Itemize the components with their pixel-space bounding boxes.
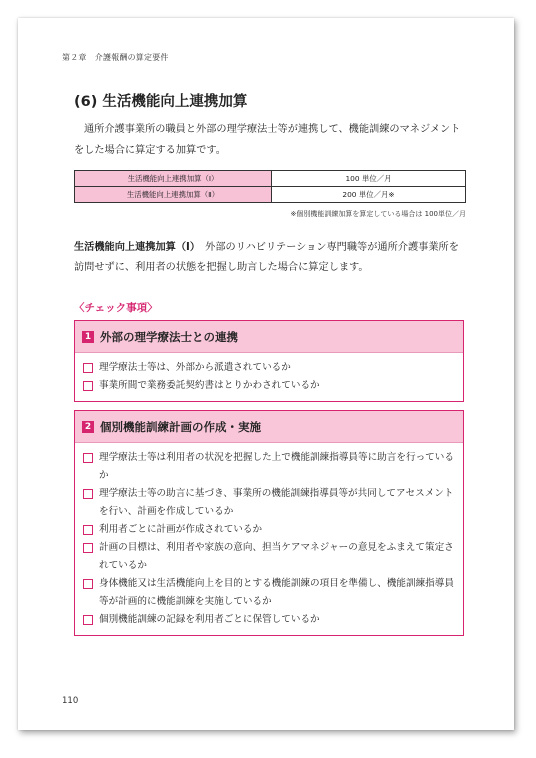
check-section-2	[74, 410, 464, 636]
checklist	[75, 443, 463, 635]
checklist-item	[83, 539, 455, 575]
rate-row	[75, 171, 466, 187]
checklist-item-text: 理学療法士等は利用者の状況を把握した上で機能訓練指導員等に助言を行っているか	[99, 452, 454, 481]
check-section-title: 外部の理学療法士との連携	[100, 329, 238, 344]
checklist-item-text: 事業所間で業務委託契約書はとりかわされているか	[99, 380, 320, 391]
section-number-badge: 2	[82, 421, 94, 433]
checkbox-icon[interactable]	[83, 543, 93, 553]
addition-text: 外部のリハビリテーション専門職等が通所介護事業所を訪問せずに、利用者の状態を把握し助言した場合に算定します。	[74, 242, 459, 273]
checkbox-icon[interactable]	[83, 579, 93, 589]
check-items-heading: 〈チェック事項〉	[74, 302, 158, 314]
rate-footnote: ※個別機能訓練加算を算定している場合は 100単位／月	[290, 210, 466, 218]
intro-paragraph: 通所介護事業所の職員と外部の理学療法士等が連携して、機能訓練のマネジメントをした場合に算定する加算です。	[74, 124, 461, 156]
rate-value: 200 単位／月※	[272, 187, 466, 203]
checkbox-icon[interactable]	[83, 453, 93, 463]
checklist-item	[83, 611, 455, 629]
checklist-item-text: 身体機能又は生活機能向上を目的とする機能訓練の項目を準備し、機能訓練指導員等が計画的に機能訓練を実施しているか	[99, 578, 454, 607]
checklist-item	[83, 359, 455, 377]
checklist-item-text: 計画の目標は、利用者や家族の意向、担当ケアマネジャーの意見をふまえて策定されているか	[99, 542, 454, 571]
checkbox-icon[interactable]	[83, 363, 93, 373]
checklist-item-text: 個別機能訓練の記録を利用者ごとに保管しているか	[99, 614, 320, 625]
checklist-item	[83, 485, 455, 521]
checklist-item-text: 理学療法士等の助言に基づき、事業所の機能訓練指導員等が共同してアセスメントを行い、計画を作成しているか	[99, 488, 454, 517]
check-section-1	[74, 320, 464, 402]
rate-name: 生活機能向上連携加算（Ⅰ）	[75, 171, 272, 187]
checklist	[75, 353, 463, 401]
addition-description	[74, 238, 466, 278]
checkbox-icon[interactable]	[83, 381, 93, 391]
check-section-header	[75, 411, 463, 443]
rate-table	[74, 170, 466, 203]
checklist-item	[83, 521, 455, 539]
section-title: (6) 生活機能向上連携加算	[74, 94, 248, 110]
rate-value: 100 単位／月	[272, 171, 466, 187]
checkbox-icon[interactable]	[83, 615, 93, 625]
section-number-badge: 1	[82, 331, 94, 343]
checklist-item-text: 理学療法士等は、外部から派遣されているか	[99, 362, 291, 373]
page-number: 110	[62, 696, 79, 706]
check-section-header	[75, 321, 463, 353]
checklist-item	[83, 377, 455, 395]
checkbox-icon[interactable]	[83, 489, 93, 499]
document-page	[18, 18, 514, 730]
check-section-title: 個別機能訓練計画の作成・実施	[100, 419, 261, 434]
running-header: 第２章 介護報酬の算定要件	[62, 53, 169, 62]
checklist-item	[83, 449, 455, 485]
checkbox-icon[interactable]	[83, 525, 93, 535]
checklist-item	[83, 575, 455, 611]
rate-name: 生活機能向上連携加算（Ⅱ）	[75, 187, 272, 203]
rate-row	[75, 187, 466, 203]
addition-term: 生活機能向上連携加算（Ⅰ）	[74, 242, 195, 253]
checklist-item-text: 利用者ごとに計画が作成されているか	[99, 524, 263, 535]
